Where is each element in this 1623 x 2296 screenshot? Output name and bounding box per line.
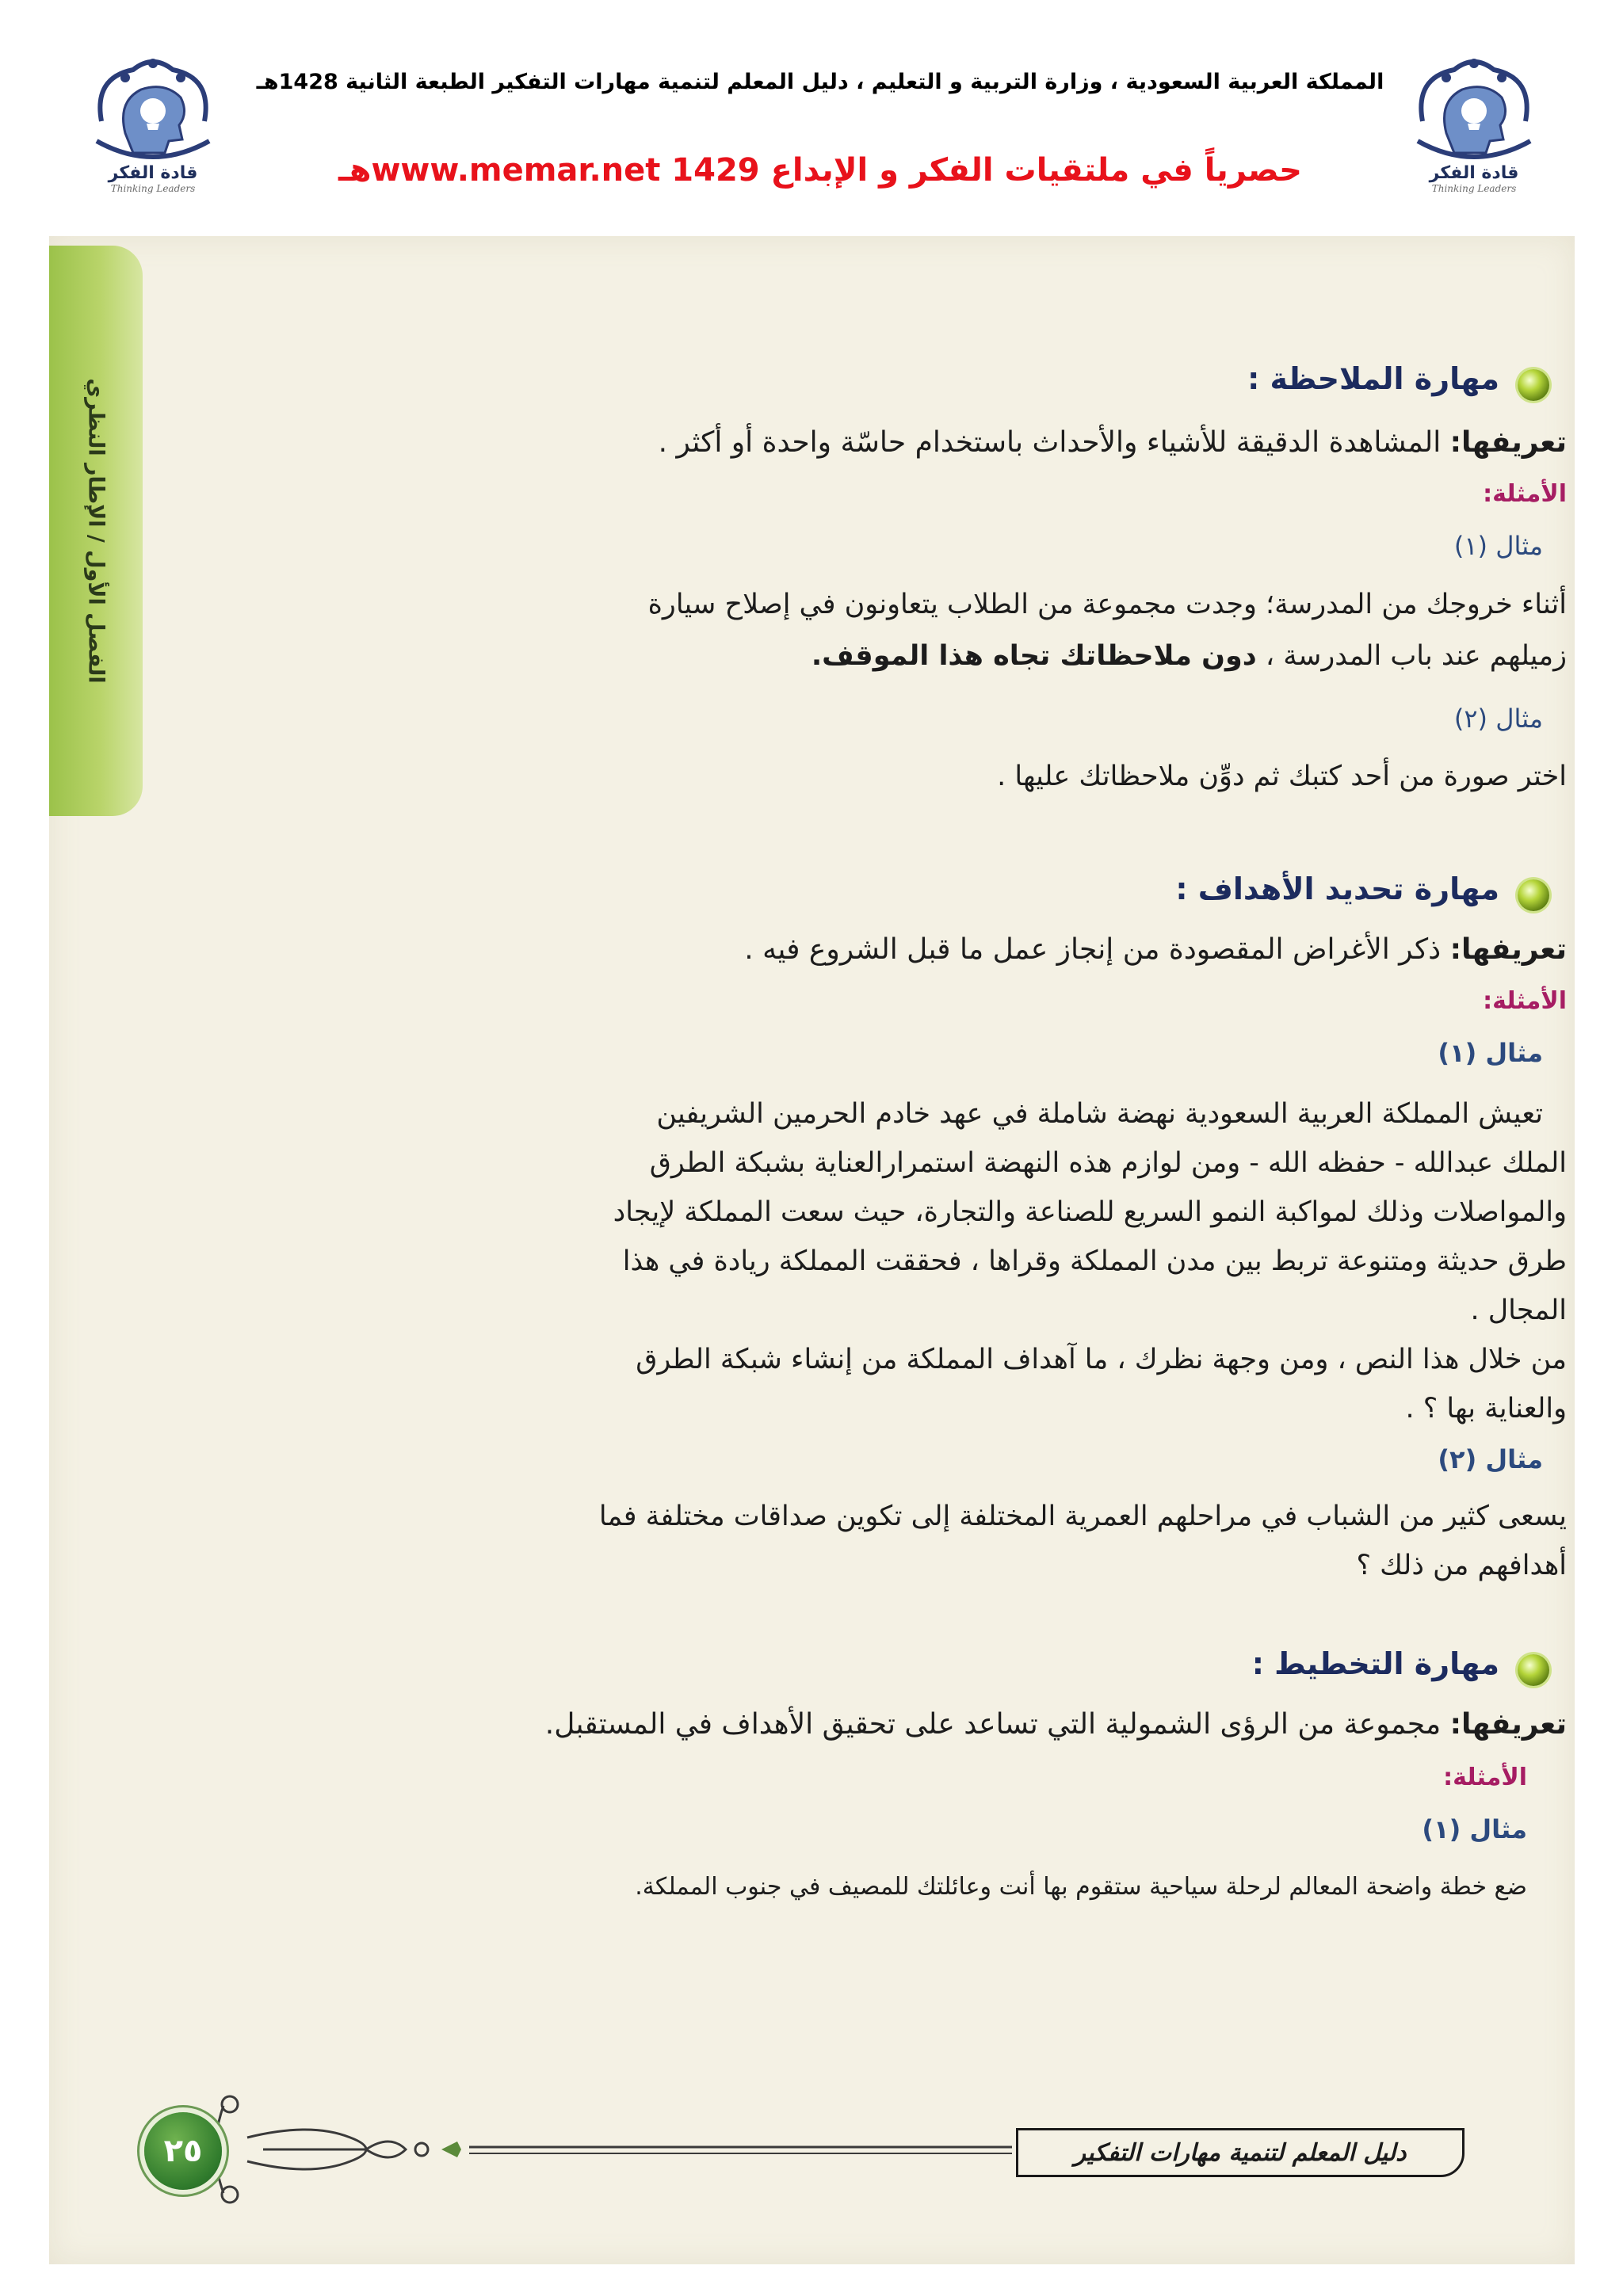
chapter-label: الفصل الأول / الإطار النظري bbox=[83, 378, 109, 684]
examples-label: الأمثلة: bbox=[1443, 1764, 1527, 1791]
page-number-badge: ٢٥ bbox=[144, 2112, 222, 2190]
text-line: أهدافهم من ذلك ؟ bbox=[1356, 1550, 1567, 1581]
definition-observation bbox=[659, 426, 1567, 459]
text-line: أثناء خروجك من المدرسة؛ وجدت مجموعة من الطلاب يتعاونون في إصلاح سيارة bbox=[647, 589, 1567, 620]
definition-goals bbox=[744, 933, 1567, 966]
text-line: والمواصلات وذلك لمواكبة النمو السريع للصناعة والتجارة، حيث سعت المملكة لإيجاد bbox=[613, 1196, 1567, 1228]
definition-label: تعريفها: bbox=[1449, 1708, 1567, 1741]
text-line: الملك عبدالله - حفظه الله - ومن لوازم هذه النهضة استمرارالعناية بشبكة الطرق bbox=[649, 1147, 1567, 1179]
text-line-part: زميلهم عند باب المدرسة ، bbox=[1256, 640, 1567, 672]
definition-label: تعريفها: bbox=[1449, 933, 1567, 966]
section-title-planning: مهارة التخطيط : bbox=[1251, 1646, 1499, 1681]
definition-planning bbox=[545, 1708, 1567, 1741]
thinking-leaders-logo bbox=[86, 46, 220, 212]
scanned-page bbox=[49, 236, 1575, 2264]
text-line-bold: دون ملاحظاتك تجاه هذا الموقف. bbox=[811, 640, 1257, 672]
text-line: يسعى كثير من الشباب في مراحلهم العمرية المختلفة إلى تكوين صداقات مختلفة فما bbox=[598, 1501, 1567, 1532]
section-bullet-icon bbox=[1518, 369, 1549, 401]
text-line: تعيش المملكة العربية السعودية نهضة شاملة في عهد خادم الحرمين الشريفين bbox=[656, 1098, 1543, 1130]
section-title-observation: مهارة الملاحظة : bbox=[1247, 361, 1499, 396]
section-bullet-icon bbox=[1518, 879, 1549, 911]
logo-name: قادة الفكر bbox=[108, 163, 198, 183]
document-header bbox=[0, 0, 1623, 230]
section-title-goals: مهارة تحديد الأهداف : bbox=[1175, 871, 1499, 906]
example-label: مثال (١) bbox=[1422, 1814, 1527, 1844]
text-line: طرق حديثة ومتنوعة تربط بين مدن المملكة وقراها ، فحققت المملكة ريادة في هذا bbox=[622, 1245, 1567, 1277]
logo-name: قادة الفكر bbox=[1429, 163, 1519, 183]
text-line: المجال . bbox=[1470, 1295, 1567, 1326]
thinking-leaders-logo bbox=[1407, 46, 1541, 212]
footer-book-title: دليل المعلم لتنمية مهارات التفكير bbox=[1016, 2128, 1465, 2177]
example-label: مثال (١) bbox=[1453, 531, 1543, 561]
header-subtitle: حصرياً في ملتقيات الفكر و الإبداع www.memar.net 1429هـ bbox=[338, 152, 1302, 189]
text-line: والعناية بها ؟ . bbox=[1405, 1393, 1567, 1425]
page-content bbox=[49, 236, 1575, 2264]
logo-subtitle: Thinking Leaders bbox=[1431, 183, 1517, 194]
text-line: ضع خطة واضحة المعالم لرحلة سياحية ستقوم بها أنت وعائلتك للمصيف في جنوب المملكة. bbox=[635, 1873, 1527, 1901]
definition-text: المشاهدة الدقيقة للأشياء والأحداث باستخدام حاسّة واحدة أو أكثر . bbox=[658, 426, 1450, 459]
lightbulb-head-icon bbox=[86, 46, 220, 181]
examples-label: الأمثلة: bbox=[1483, 987, 1567, 1015]
logo-subtitle: Thinking Leaders bbox=[110, 183, 196, 194]
definition-label: تعريفها: bbox=[1449, 426, 1567, 459]
definition-text: ذكر الأغراض المقصودة من إنجاز عمل ما قبل الشروع فيه . bbox=[744, 933, 1450, 966]
text-line: من خلال هذا النص ، ومن وجهة نظرك ، ما آهداف المملكة من إنشاء شبكة الطرق bbox=[636, 1344, 1567, 1375]
example-label: مثال (١) bbox=[1438, 1038, 1543, 1068]
example-label: مثال (٢) bbox=[1438, 1444, 1543, 1474]
examples-label: الأمثلة: bbox=[1483, 480, 1567, 508]
header-title: المملكة العربية السعودية ، وزارة التربية و التعليم ، دليل المعلم لتنمية مهارات التفكير الطبعة الثانية 1428هـ bbox=[256, 70, 1384, 94]
text-line bbox=[812, 640, 1567, 672]
definition-text: مجموعة من الرؤى الشمولية التي تساعد على تحقيق الأهداف في المستقبل. bbox=[544, 1708, 1450, 1741]
text-line: اختر صورة من أحد كتبك ثم دوِّن ملاحظاتك عليها . bbox=[997, 761, 1567, 792]
example-label: مثال (٢) bbox=[1453, 704, 1543, 734]
section-bullet-icon bbox=[1518, 1654, 1549, 1686]
lightbulb-head-icon bbox=[1407, 46, 1541, 181]
